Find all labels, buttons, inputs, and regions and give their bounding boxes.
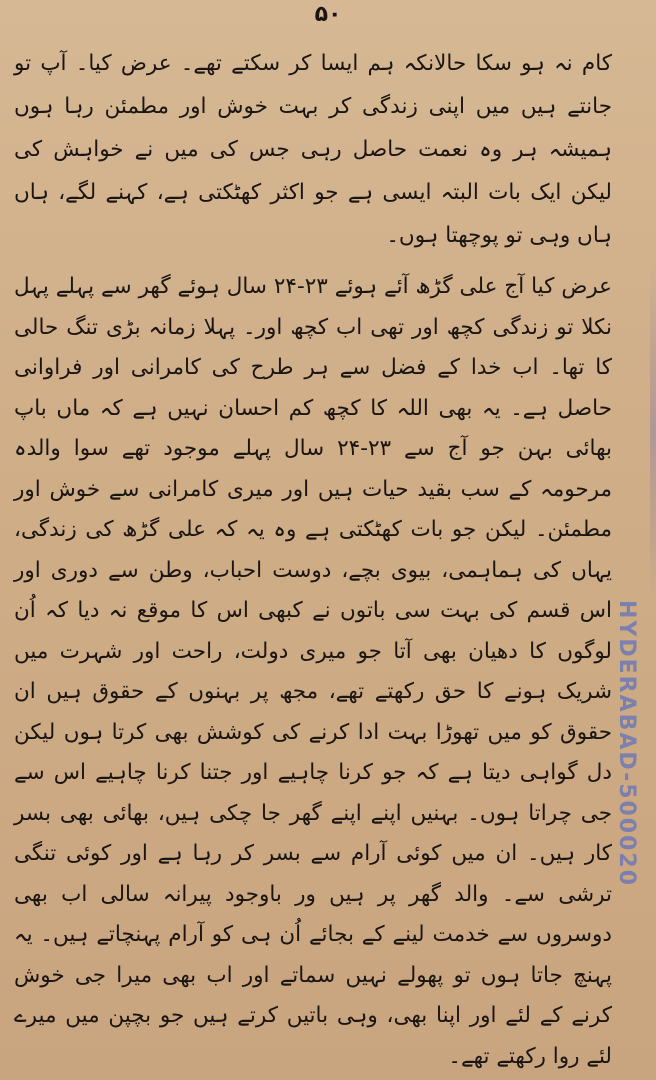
paragraph-1: کام نہ ہو سکا حالانکہ ہم ایسا کر سکتے تھے۔ عرض کیا۔ آپ تو جانتے ہیں میں اپنی زندگی کر بہت خوش اور مطمئن رہا ہوں ہمیشہ ہر وہ نعمت حاصل رہی جس کی میں نے خواہش کی لیکن ایک بات البتہ ایسی ہے جو اکثر کھٹکتی ہے، کہنے لگے، ہاں ہاں وہی تو پوچھتا ہوں۔ xyxy=(14,51,612,248)
library-stamp xyxy=(612,600,656,1030)
page-number: ۵۰ xyxy=(314,2,342,27)
page-body xyxy=(14,42,612,1077)
library-stamp-text: HYDERABAD-500020 xyxy=(614,600,639,888)
edge-stamp-mark xyxy=(650,260,656,600)
paragraph-2: عرض کیا آج علی گڑھ آئے ہوئے ۲۳-۲۴ سال ہوئے گھر سے پہلے پہل نکلا تو زندگی کچھ اور تھی اب کچھ اور۔ پہلا زمانہ بڑی تنگ حالی کا تھا۔ اب خدا کے فضل سے ہر طرح کی کامرانی اور فراوانی حاصل ہے۔ یہ بھی اللہ کا کچھ کم احسان نہیں ہے کہ ماں باپ بھائی بہن جو آج سے ۲۳-۲۴ سال پہلے موجود تھے سوا والدہ مرحومہ کے سب بقید حیات ہیں اور میری کامرانی سے خوش اور مطمئن۔ لیکن جو بات کھٹکتی ہے وہ یہ کہ علی گڑھ کی زندگی، یہاں کی ہماہمی، بیوی بچے، دوست احباب، وطن سے دوری اور اس قسم کی بہت سی باتوں نے کبھی اس کا موقع نہ دیا کہ اُن لوگوں کا دھیان بھی آتا جو میری دولت، راحت اور شہرت میں شریک ہونے کا حق رکھتے تھے، مجھ پر بہنوں کے حقوق ہیں ان حقوق کو میں تھوڑا بہت ادا کرنے کی کوشش بھی کرتا ہوں لیکن دل گواہی دیتا ہے کہ جو کرنا چاہیے اور جتنا کرنا چاہیے اس سے جی چراتا ہوں۔ بہنیں اپنے اپنے گھر جا چکی ہیں، بھائی بھی بسر کار ہیں۔ ان میں کوئی آرام سے بسر کر رہا ہے اور کوئی تنگی ترشی سے۔ والد گھر پر ہیں ور باوجود پیرانہ سالی اب بھی دوسروں سے خدمت لینے کے بجائے اُن ہی کو آرام پہنچاتے ہیں۔ یہ پہنچ جاتا ہوں تو پھولے نہیں سماتے اور اب بھی میرا جی خوش کرنے کے لئے اور اپنا بھی، وہی باتیں کرتے ہیں جو بچپن میں میرے لئے روا رکھتے تھے۔ xyxy=(14,274,613,1069)
